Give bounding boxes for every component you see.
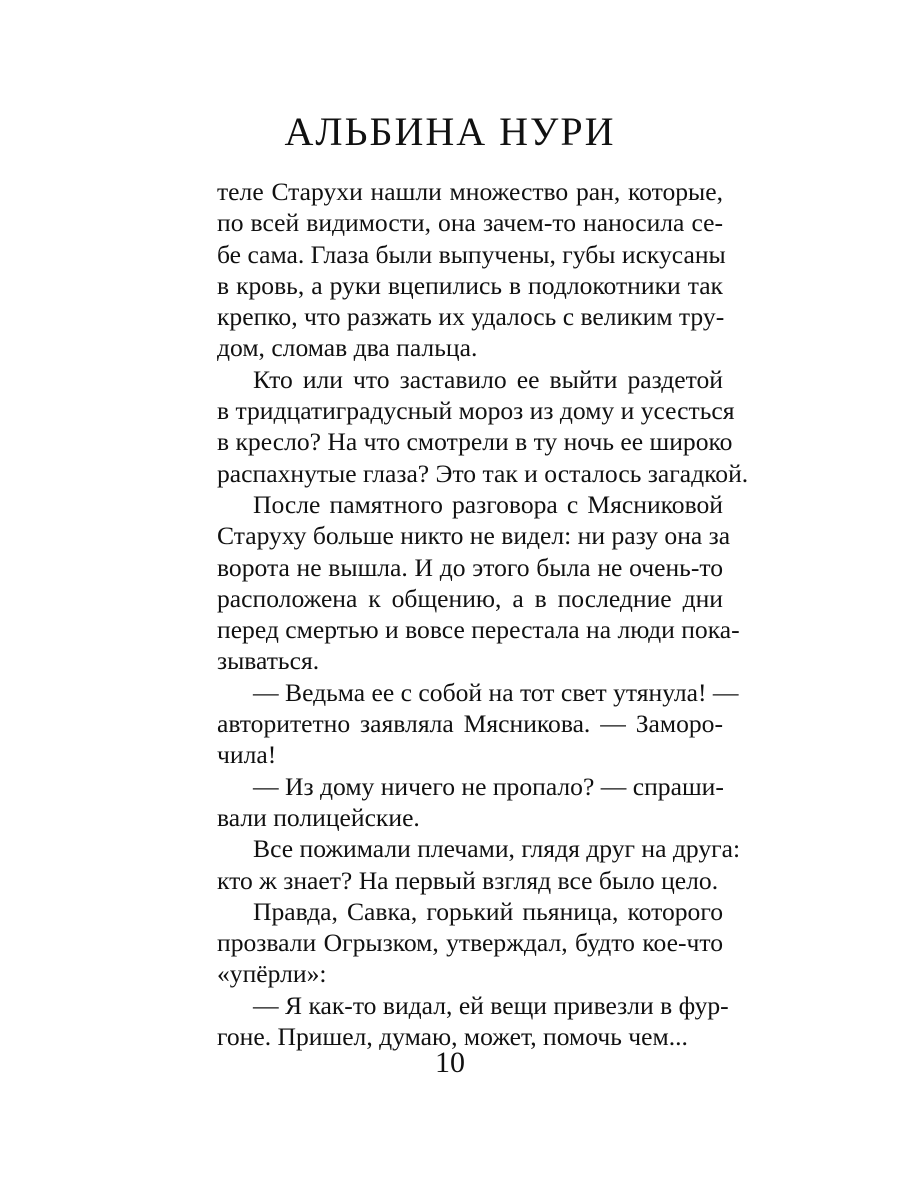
text-line: крепко, что разжать их удалось с великим тру- — [217, 302, 725, 332]
text-line: в тридцатиградусный мороз из дому и усесться — [217, 396, 735, 426]
paragraph — [217, 896, 723, 990]
paragraph — [217, 771, 723, 834]
page-number: 10 — [435, 1046, 465, 1079]
text-line: прозвали Огрызком, утверждал, будто кое-что — [217, 928, 723, 958]
text-line: — Из дому ничего не пропало? — спраши- — [253, 771, 724, 801]
text-line: Правда, Савка, горький пьяница, которого — [253, 896, 723, 926]
paragraph — [217, 990, 729, 1053]
text-line: — Ведьма ее с собой на тот свет утянула! — — [253, 677, 739, 707]
text-line: в кресло? На что смотрели в ту ночь ее широко — [217, 427, 733, 457]
body-text — [217, 176, 749, 1052]
text-line: гоне. Пришел, думаю, может, помочь чем... — [217, 1022, 688, 1052]
text-line: ворота не вышла. И до этого была не очень-то — [217, 552, 723, 582]
text-line: Старуху больше никто не видел: ни разу она за — [217, 521, 731, 551]
paragraph — [217, 833, 741, 896]
text-line: бе сама. Глаза были выпучены, губы искусаны — [217, 239, 726, 269]
text-line: по всей видимости, она зачем-то наносила се- — [217, 208, 723, 238]
text-line: кто ж знает? На первый взгляд все было цело. — [217, 865, 719, 895]
text-line: «упёрли»: — [217, 959, 327, 989]
text-line: расположена к общению, а в последние дни — [217, 583, 723, 613]
text-line: в кровь, а руки вцепились в подлокотники так — [217, 270, 723, 300]
paragraph — [217, 677, 739, 771]
running-header-author: АЛЬБИНА НУРИ — [284, 109, 616, 154]
paragraph — [217, 489, 740, 677]
text-line: вали полицейские. — [217, 802, 420, 832]
text-line: Все пожимали плечами, глядя друг на друга: — [253, 834, 741, 864]
paragraph — [217, 176, 726, 364]
text-line: чила! — [217, 740, 277, 770]
text-line: распахнутые глаза? Это так и осталось загадкой. — [217, 458, 749, 488]
text-line: — Я как-то видал, ей вещи привезли в фур- — [253, 990, 729, 1020]
text-line: авторитетно заявляла Мясникова. — Заморо- — [217, 709, 723, 739]
text-line: перед смертью и вовсе перестала на люди пока- — [217, 615, 740, 645]
text-line: Кто или что заставило ее выйти раздетой — [253, 364, 723, 394]
text-line: дом, сломав два пальца. — [217, 333, 478, 363]
paragraph — [217, 364, 749, 489]
text-line: После памятного разговора с Мясниковой — [253, 489, 723, 519]
text-line: теле Старухи нашли множество ран, которые, — [217, 177, 723, 206]
text-line: зываться. — [217, 646, 320, 676]
